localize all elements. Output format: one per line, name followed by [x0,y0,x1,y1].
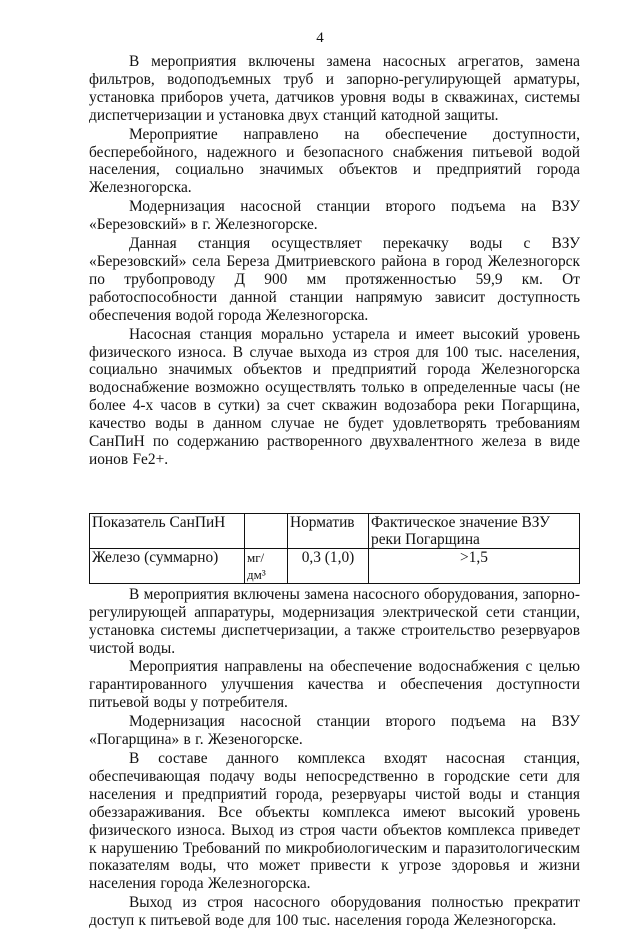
table-header-cell: Фактическое значение ВЗУ реки Погарщина [369,513,580,548]
paragraph: Модернизация насосной станции второго подъема на ВЗУ «Погарщина» в г. Жезеногорске. [89,713,580,749]
paragraph: Данная станция осуществляет перекачку воды с ВЗУ «Березовский» села Береза Дмитриевского района в город Железногорск по трубопроводу Д 900 мм протяженностью 59,9 км. От работоспособности данной станции напрямую зависит доступность обеспечения водой города Железногорска. [89,235,580,324]
page-number: 4 [316,30,324,46]
paragraph: Мероприятие направлено на обеспечение доступности, бесперебойного, надежного и безопасного снабжения питьевой водой населения, социально значимых объектов и предприятий города Железногорска. [89,125,580,197]
paragraph: В мероприятия включены замена насосного оборудования, запорно-регулирующей аппаратуры, модернизация электрической сети станции, установка системы диспетчеризации, а также строительство резервуаров чистой воды. [89,585,580,657]
paragraph: Мероприятия направлены на обеспечение водоснабжения с целью гарантированного улучшения качества и обеспечения доступности питьевой воды у потребителя. [89,658,580,712]
paragraph: Насосная станция морально устарела и имеет высокий уровень физического износа. В случае выхода из строя для 100 тыс. населения, социально значимых объектов и предприятий города Железногорска водоснабжение возможно осуществлять только в определенные часы (не более 4-х часов в сутки) за счет скважин водозабора реки Погарщина, качество воды в данном случае не будет удовлетворять требованиям СанПиН по содержанию растворенного двухвалентного железа в виде ионов Fe2+. [89,325,580,468]
table-cell: Железо (суммарно) [90,548,245,583]
table-cell: >1,5 [369,548,580,583]
paragraph: Выход из строя насосного оборудования полностью прекратит доступ к питьевой воде для 100 тыс. населения города Железногорска. [89,894,580,930]
table-cell: мг/ дм³ [245,548,288,583]
paragraph: В составе данного комплекса входят насосная станция, обеспечивающая подачу воды непосредственно в городские сети для населения и предприятий города, резервуары чистой воды и станция обеззараживания. Все объекты комплекса имеют высокий уровень физического износа. Выход из строя части объектов комплекса приведет к нарушению Требований по микробиологическим и паразитологическим показателям воды, что может привести к угрозе здоровья и жизни населения города Железногорска. [89,750,580,893]
document-body [89,53,580,930]
sanpin-table [89,513,580,584]
paragraph: Модернизация насосной станции второго подъема на ВЗУ «Березовский» в г. Железногорске. [89,198,580,234]
table-header-cell: Показатель СанПиН [90,513,245,548]
paragraph: В мероприятия включены замена насосных агрегатов, замена фильтров, водоподъемных труб и запорно-регулирующей арматуры, установка приборов учета, датчиков уровня воды в скважинах, системы диспетчеризации и установка двух станций катодной защиты. [89,53,580,124]
table-cell: 0,3 (1,0) [288,548,369,583]
table-header-cell [245,513,288,548]
table-header-cell: Норматив [288,513,369,548]
table-row [90,548,580,583]
table-header-row [90,513,580,548]
